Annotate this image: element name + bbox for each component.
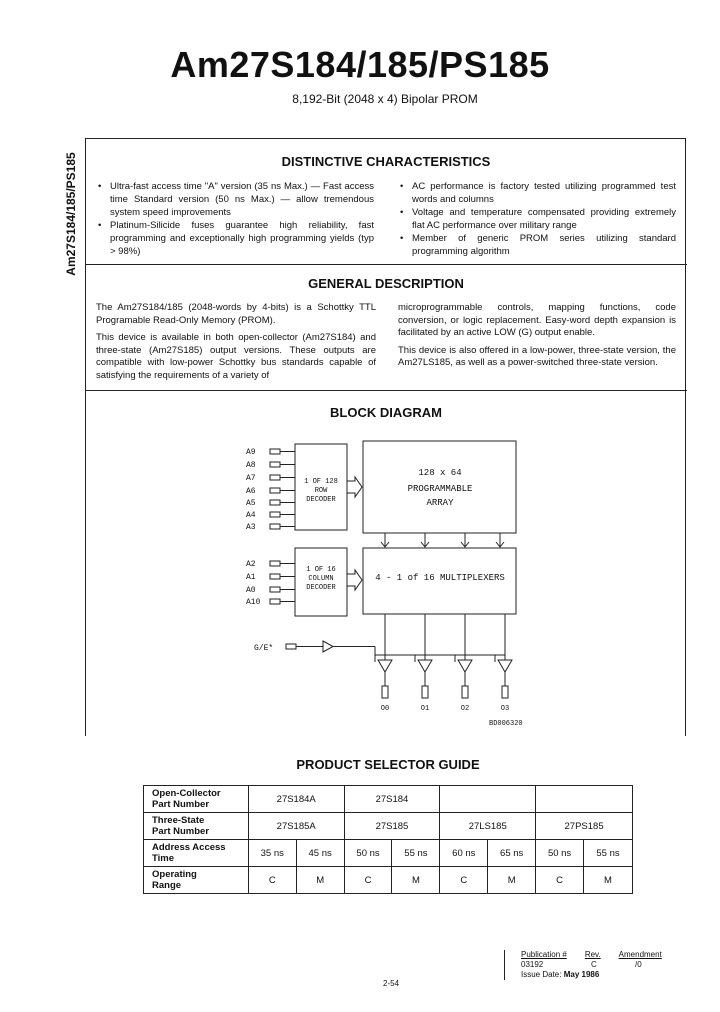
- list-item: • Member of generic PROM series utilizing standard programming algorithm: [400, 232, 676, 258]
- table-cell: 27S185A: [248, 813, 344, 840]
- enable-label: G/E*: [254, 644, 274, 653]
- issue-date: May 1986: [563, 970, 600, 979]
- side-label-text: Am27S184/185/PS185: [64, 152, 78, 276]
- amendment-label: Amendment: [618, 950, 662, 959]
- row-header: Operating Range: [144, 867, 249, 894]
- pin-label: A0: [246, 586, 256, 595]
- column-decoder-label: DECODER: [306, 584, 336, 592]
- pin-label: A9: [246, 448, 256, 457]
- table-cell: C: [440, 867, 488, 894]
- pin-label: A2: [246, 560, 256, 569]
- list-item: • Voltage and temperature compensated providing extremely flat AC performance over military range: [400, 206, 676, 232]
- issue-date-label: Issue Date:: [521, 970, 562, 979]
- table-cell: 27S185: [344, 813, 440, 840]
- table-cell: 45 ns: [296, 840, 344, 867]
- row-decoder-label: 1 OF 128: [304, 478, 338, 486]
- array-label: ARRAY: [426, 498, 454, 508]
- distinctive-heading: DISTINCTIVE CHARACTERISTICS: [281, 154, 491, 169]
- amendment-value: /0: [635, 960, 642, 969]
- pin-label: A6: [246, 487, 256, 496]
- output-label: O3: [500, 705, 510, 713]
- pin-label: A5: [246, 499, 256, 508]
- table-cell: 35 ns: [248, 840, 296, 867]
- table-cell: [440, 786, 536, 813]
- pin-label: A7: [246, 474, 256, 483]
- table-row: [144, 786, 633, 813]
- table-cell: M: [584, 867, 633, 894]
- publication-box: [504, 950, 674, 980]
- table-cell: M: [488, 867, 536, 894]
- row-decoder-label: DECODER: [306, 496, 336, 504]
- table-cell: 55 ns: [392, 840, 440, 867]
- list-item: • Ultra-fast access time "A" version (35 ns Max.) — Fast access time Standard version (50 ns Max.) — allow tremendous system speed improvements: [98, 180, 374, 219]
- block-diagram-heading: BLOCK DIAGRAM: [330, 405, 442, 420]
- table-cell: 50 ns: [344, 840, 392, 867]
- list-item: • AC performance is factory tested utilizing programmed test words and columns: [400, 180, 676, 206]
- table-cell: 27S184A: [248, 786, 344, 813]
- table-cell: M: [392, 867, 440, 894]
- column-decoder-label: COLUMN: [308, 575, 334, 583]
- selector-table: [143, 785, 633, 894]
- general-paragraph: microprogrammable controls, mapping functions, code conversion, or logic replacement. Easy-word depth expansion is facilitated by an active LOW (G) output enable.: [398, 302, 676, 338]
- row-header: Address Access Time: [144, 840, 249, 867]
- pin-label: A3: [246, 523, 256, 532]
- table-cell: 27PS185: [536, 813, 633, 840]
- table-cell: C: [536, 867, 584, 894]
- publication-label: Publication #: [521, 950, 567, 959]
- table-cell: 65 ns: [488, 840, 536, 867]
- diagram-code: BD006320: [489, 720, 523, 728]
- array-label: PROGRAMMABLE: [407, 484, 473, 494]
- general-heading: GENERAL DESCRIPTION: [308, 276, 464, 291]
- page-title: Am27S184/185/PS185: [170, 44, 550, 85]
- pin-label: A10: [246, 598, 261, 607]
- row-header: Three-State Part Number: [144, 813, 249, 840]
- rev-value: C: [591, 960, 597, 969]
- pin-label: A4: [246, 511, 256, 520]
- table-row: [144, 813, 633, 840]
- table-cell: 60 ns: [440, 840, 488, 867]
- table-cell: M: [296, 867, 344, 894]
- table-row: [144, 867, 633, 894]
- general-paragraph: This device is also offered in a low-power, three-state version, the Am27LS185, as well as a power-switched three-state version.: [398, 344, 676, 368]
- general-paragraph: This device is available in both open-collector (Am27S184) and three-state (Am27S185) output versions. These outputs are compatible with low-power Schottky bus standards capable of satisfying the requirements of a variety of: [96, 332, 376, 381]
- rev-label: Rev.: [584, 950, 601, 959]
- page-subtitle: 8,192-Bit (2048 x 4) Bipolar PROM: [292, 92, 478, 106]
- pin-label: A8: [246, 461, 256, 470]
- pin-label: A1: [246, 573, 256, 582]
- table-cell: 27LS185: [440, 813, 536, 840]
- multiplexer-label: 4 - 1 of 16 MULTIPLEXERS: [375, 573, 505, 583]
- page-number: 2-54: [383, 979, 400, 988]
- table-cell: 50 ns: [536, 840, 584, 867]
- selector-heading: PRODUCT SELECTOR GUIDE: [296, 757, 480, 772]
- table-cell: 55 ns: [584, 840, 633, 867]
- table-cell: C: [344, 867, 392, 894]
- output-label: O0: [380, 705, 390, 713]
- table-row: [144, 840, 633, 867]
- output-label: O2: [460, 705, 470, 713]
- table-cell: [536, 786, 633, 813]
- general-paragraph: The Am27S184/185 (2048-words by 4-bits) is a Schottky TTL Programable Read-Only Memory (PROM).: [96, 302, 376, 326]
- table-cell: C: [248, 867, 296, 894]
- table-cell: 27S184: [344, 786, 440, 813]
- row-header: Open-Collector Part Number: [144, 786, 249, 813]
- output-label: O1: [420, 705, 430, 713]
- row-decoder-label: ROW: [314, 487, 328, 495]
- list-item: • Platinum-Silicide fuses guarantee high reliability, fast programming and exceptionally high programming yields (typ > 98%): [98, 219, 374, 258]
- publication-number: 03192: [521, 960, 544, 969]
- column-decoder-label: 1 OF 16: [306, 566, 336, 574]
- array-label: 128 x 64: [418, 468, 462, 478]
